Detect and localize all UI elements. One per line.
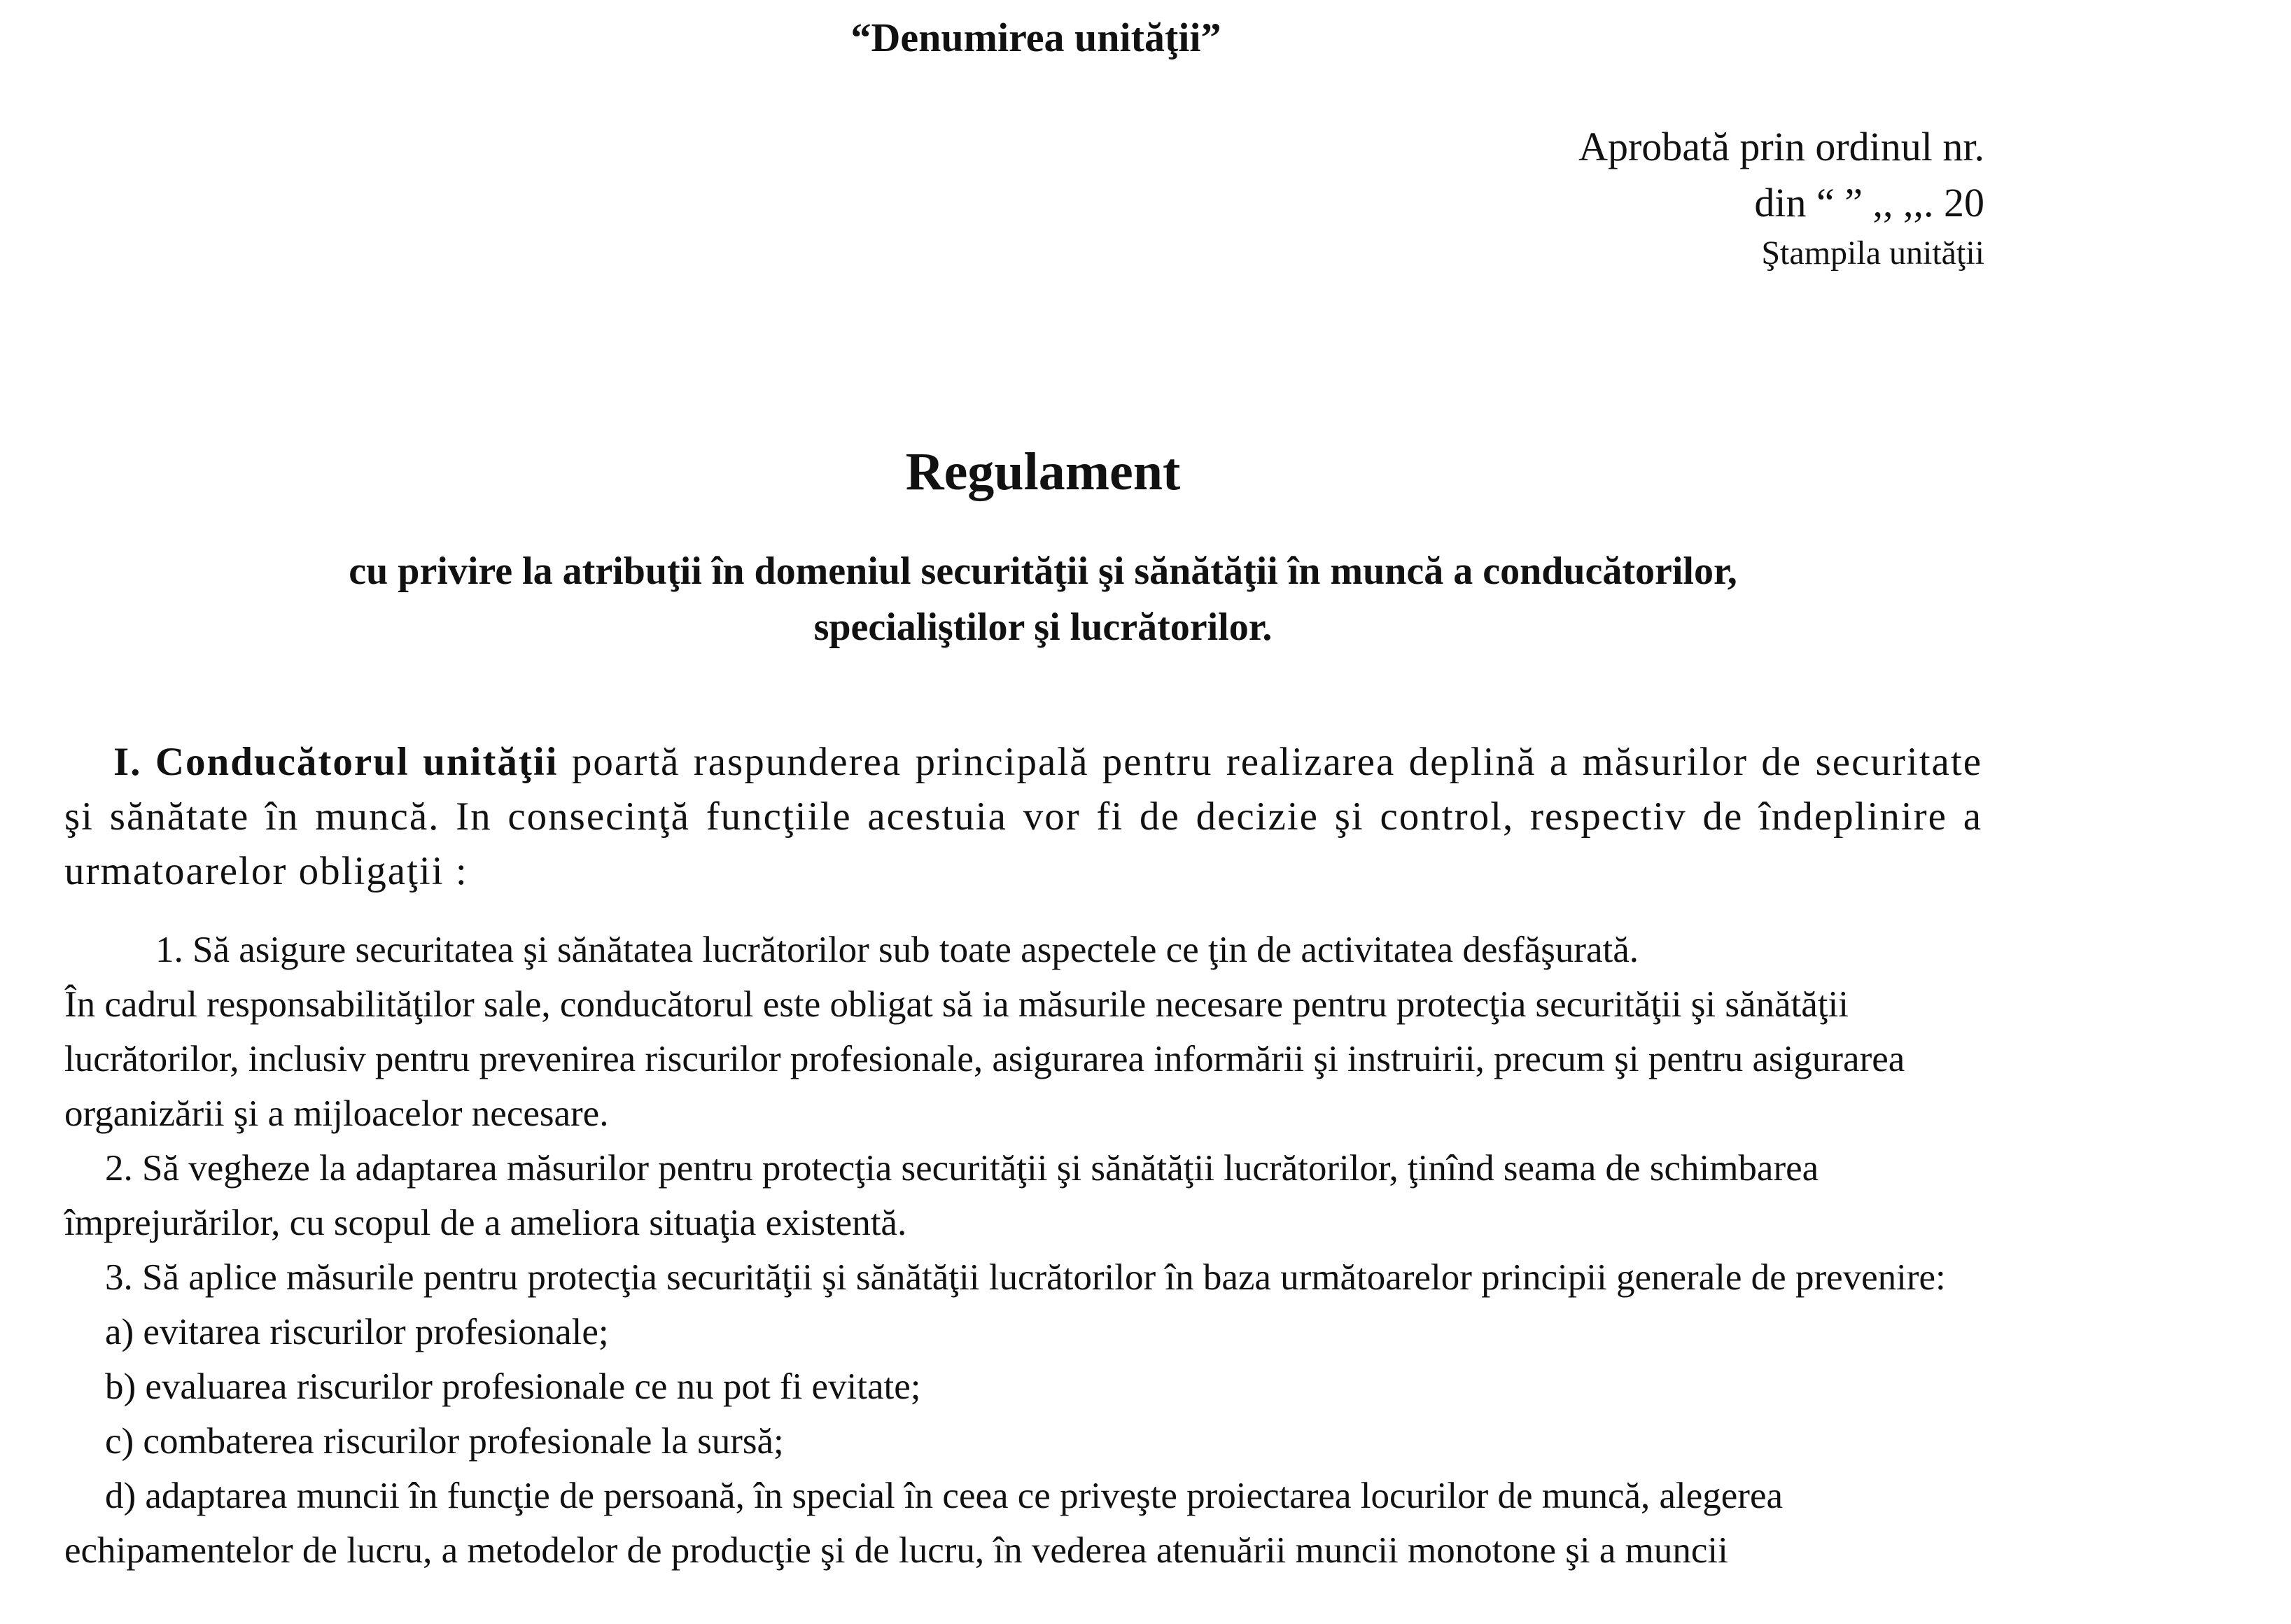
obligation-3: 3. Să aplice măsurile pentru protecţia securităţii şi sănătăţii lucrătorilor în baza următoarelor principii generale de prevenire: (105, 1257, 1946, 1298)
principle-a: a) evitarea riscurilor profesionale; (105, 1312, 609, 1352)
section-intro-text: poartă raspunderea principală pentru realizarea deplină a măsurilor de securitate şi sănătate în muncă. In consecinţă funcţiile acestuia vor fi de decizie şi control, respectiv de îndeplinire a urmatoarelor obligaţii : (64, 740, 1982, 893)
section-intro-paragraph (64, 735, 1982, 899)
principle-c: c) combaterea riscurilor profesionale la sursă; (105, 1421, 784, 1462)
obligation-2: 2. Să vegheze la adaptarea măsurilor pentru protecţia securităţii şi sănătăţii lucrătorilor, ţinînd seama de schimbarea împrejurărilor, cu scopul de a ameliora situaţia existentă. (64, 1148, 1819, 1243)
obligations-list (64, 923, 1996, 1578)
section-heading: I. Conducătorul unităţii (113, 740, 559, 784)
approval-block (1578, 119, 1984, 276)
unit-name: “Denumirea unităţii” (850, 15, 1221, 60)
obligation-1-continuation: În cadrul responsabilităţilor sale, conducătorul este obligat să ia măsurile necesare pentru protecţia securităţii şi sănătăţii lucrătorilor, inclusiv pentru prevenirea riscurilor profesionale, asigurarea informării şi instruirii, precum şi pentru asigurarea organizării şi a mijloacelor necesare. (64, 984, 1905, 1134)
approval-date-line: din “ ” ,, ,,. 20 (1754, 180, 1984, 225)
obligation-1: 1. Să asigure securitatea şi sănătatea lucrătorilor sub toate aspectele ce ţin de activitatea desfăşurată. (155, 930, 1639, 970)
principle-b: b) evaluarea riscurilor profesionale ce nu pot fi evitate; (105, 1366, 921, 1407)
document-title: Regulament (905, 442, 1181, 501)
approval-order-line: Aprobată prin ordinul nr. (1578, 124, 1984, 169)
document-subtitle (0, 543, 2086, 655)
subtitle-line-2: specialiştilor şi lucrătorilor. (813, 606, 1273, 649)
subtitle-line-1: cu privire la atribuţii în domeniul securităţii şi sănătăţii în muncă a conducătorilor, (349, 550, 1737, 593)
stamp-label: Ştampila unităţii (1761, 234, 1984, 272)
principle-d: d) adaptarea muncii în funcţie de persoană, în special în ceea ce priveşte proiectarea locurilor de muncă, alegerea echipamentelor de lucru, a metodelor de producţie şi de lucru, în vederea atenuării muncii monotone şi a muncii (64, 1476, 1784, 1571)
